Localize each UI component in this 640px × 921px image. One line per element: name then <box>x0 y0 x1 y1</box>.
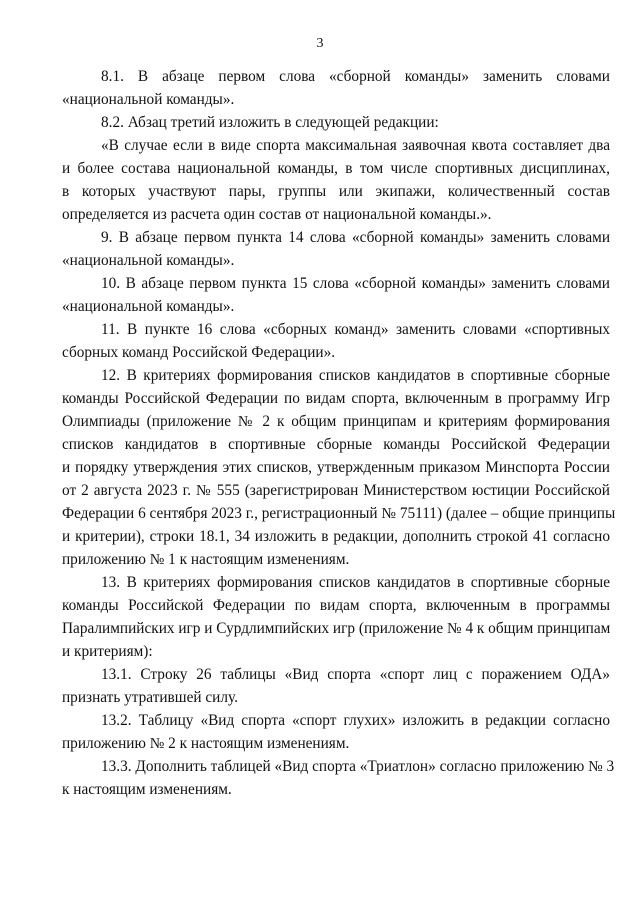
text-line: 13.1. Строку 26 таблицы «Вид спорта «спорт лиц с поражением ОДА» <box>101 666 610 683</box>
text-line: Федерации 6 сентября 2023 г., регистрационный № 75111) (далее – общие принципы <box>62 505 616 522</box>
text-line: и критериям): <box>62 643 153 660</box>
text-line: 12. В критериях формирования списков кандидатов в спортивные сборные <box>101 367 610 384</box>
text-line: приложению № 2 к настоящим изменениям. <box>62 735 350 752</box>
text-line: списков кандидатов в спортивные сборные команды Российской Федерации <box>62 436 610 453</box>
text-line: и порядку утверждения этих списков, утвержденным приказом Минспорта России <box>62 459 610 476</box>
text-line: команды Российской Федерации по видам спорта, включенным в программы <box>62 597 610 614</box>
text-line: признать утратившей силу. <box>62 689 238 706</box>
text-line: «национальной команды». <box>62 91 235 108</box>
text-line: 8.2. Абзац третий изложить в следующей редакции: <box>101 114 439 131</box>
text-line: 9. В абзаце первом пункта 14 слова «сборной команды» заменить словами <box>101 229 610 246</box>
text-line: «В случае если в виде спорта максимальная заявочная квота составляет два <box>101 137 610 154</box>
text-line: 13.3. Дополнить таблицей «Вид спорта «Триатлон» согласно приложению № 3 <box>101 758 615 775</box>
text-line: Паралимпийских игр и Сурдлимпийских игр (приложение № 4 к общим принципам <box>62 620 611 637</box>
text-line: от 2 августа 2023 г. № 555 (зарегистрирован Министерством юстиции Российской <box>62 482 610 499</box>
text-line: команды Российской Федерации по видам спорта, включенным в программу Игр <box>62 390 610 407</box>
text-line: и более состава национальной команды, в том числе спортивных дисциплинах, <box>62 160 610 177</box>
text-line: 11. В пункте 16 слова «сборных команд» заменить словами «спортивных <box>101 321 610 338</box>
text-line: определяется из расчета один состав от национальной команды.». <box>62 206 492 223</box>
text-line: «национальной команды». <box>62 298 235 315</box>
text-line: приложению № 1 к настоящим изменениям. <box>62 551 350 568</box>
text-line: 10. В абзаце первом пункта 15 слова «сборной команды» заменить словами <box>101 275 610 292</box>
text-line: 8.1. В абзаце первом слова «сборной команды» заменить словами <box>101 68 610 85</box>
text-line: в которых участвуют пары, группы или экипажи, количественный состав <box>62 183 610 200</box>
text-line: 13. В критериях формирования списков кандидатов в спортивные сборные <box>101 574 610 591</box>
page-number: 3 <box>316 36 324 51</box>
text-line: и критерии), строки 18.1, 34 изложить в редакции, дополнить строкой 41 согласно <box>62 528 610 545</box>
text-line: к настоящим изменениям. <box>62 781 232 798</box>
text-line: Олимпиады (приложение № 2 к общим принципам и критериям формирования <box>62 413 610 430</box>
text-line: сборных команд Российской Федерации». <box>62 344 336 361</box>
text-line: «национальной команды». <box>62 252 235 269</box>
text-line: 13.2. Таблицу «Вид спорта «спорт глухих» изложить в редакции согласно <box>101 712 610 729</box>
